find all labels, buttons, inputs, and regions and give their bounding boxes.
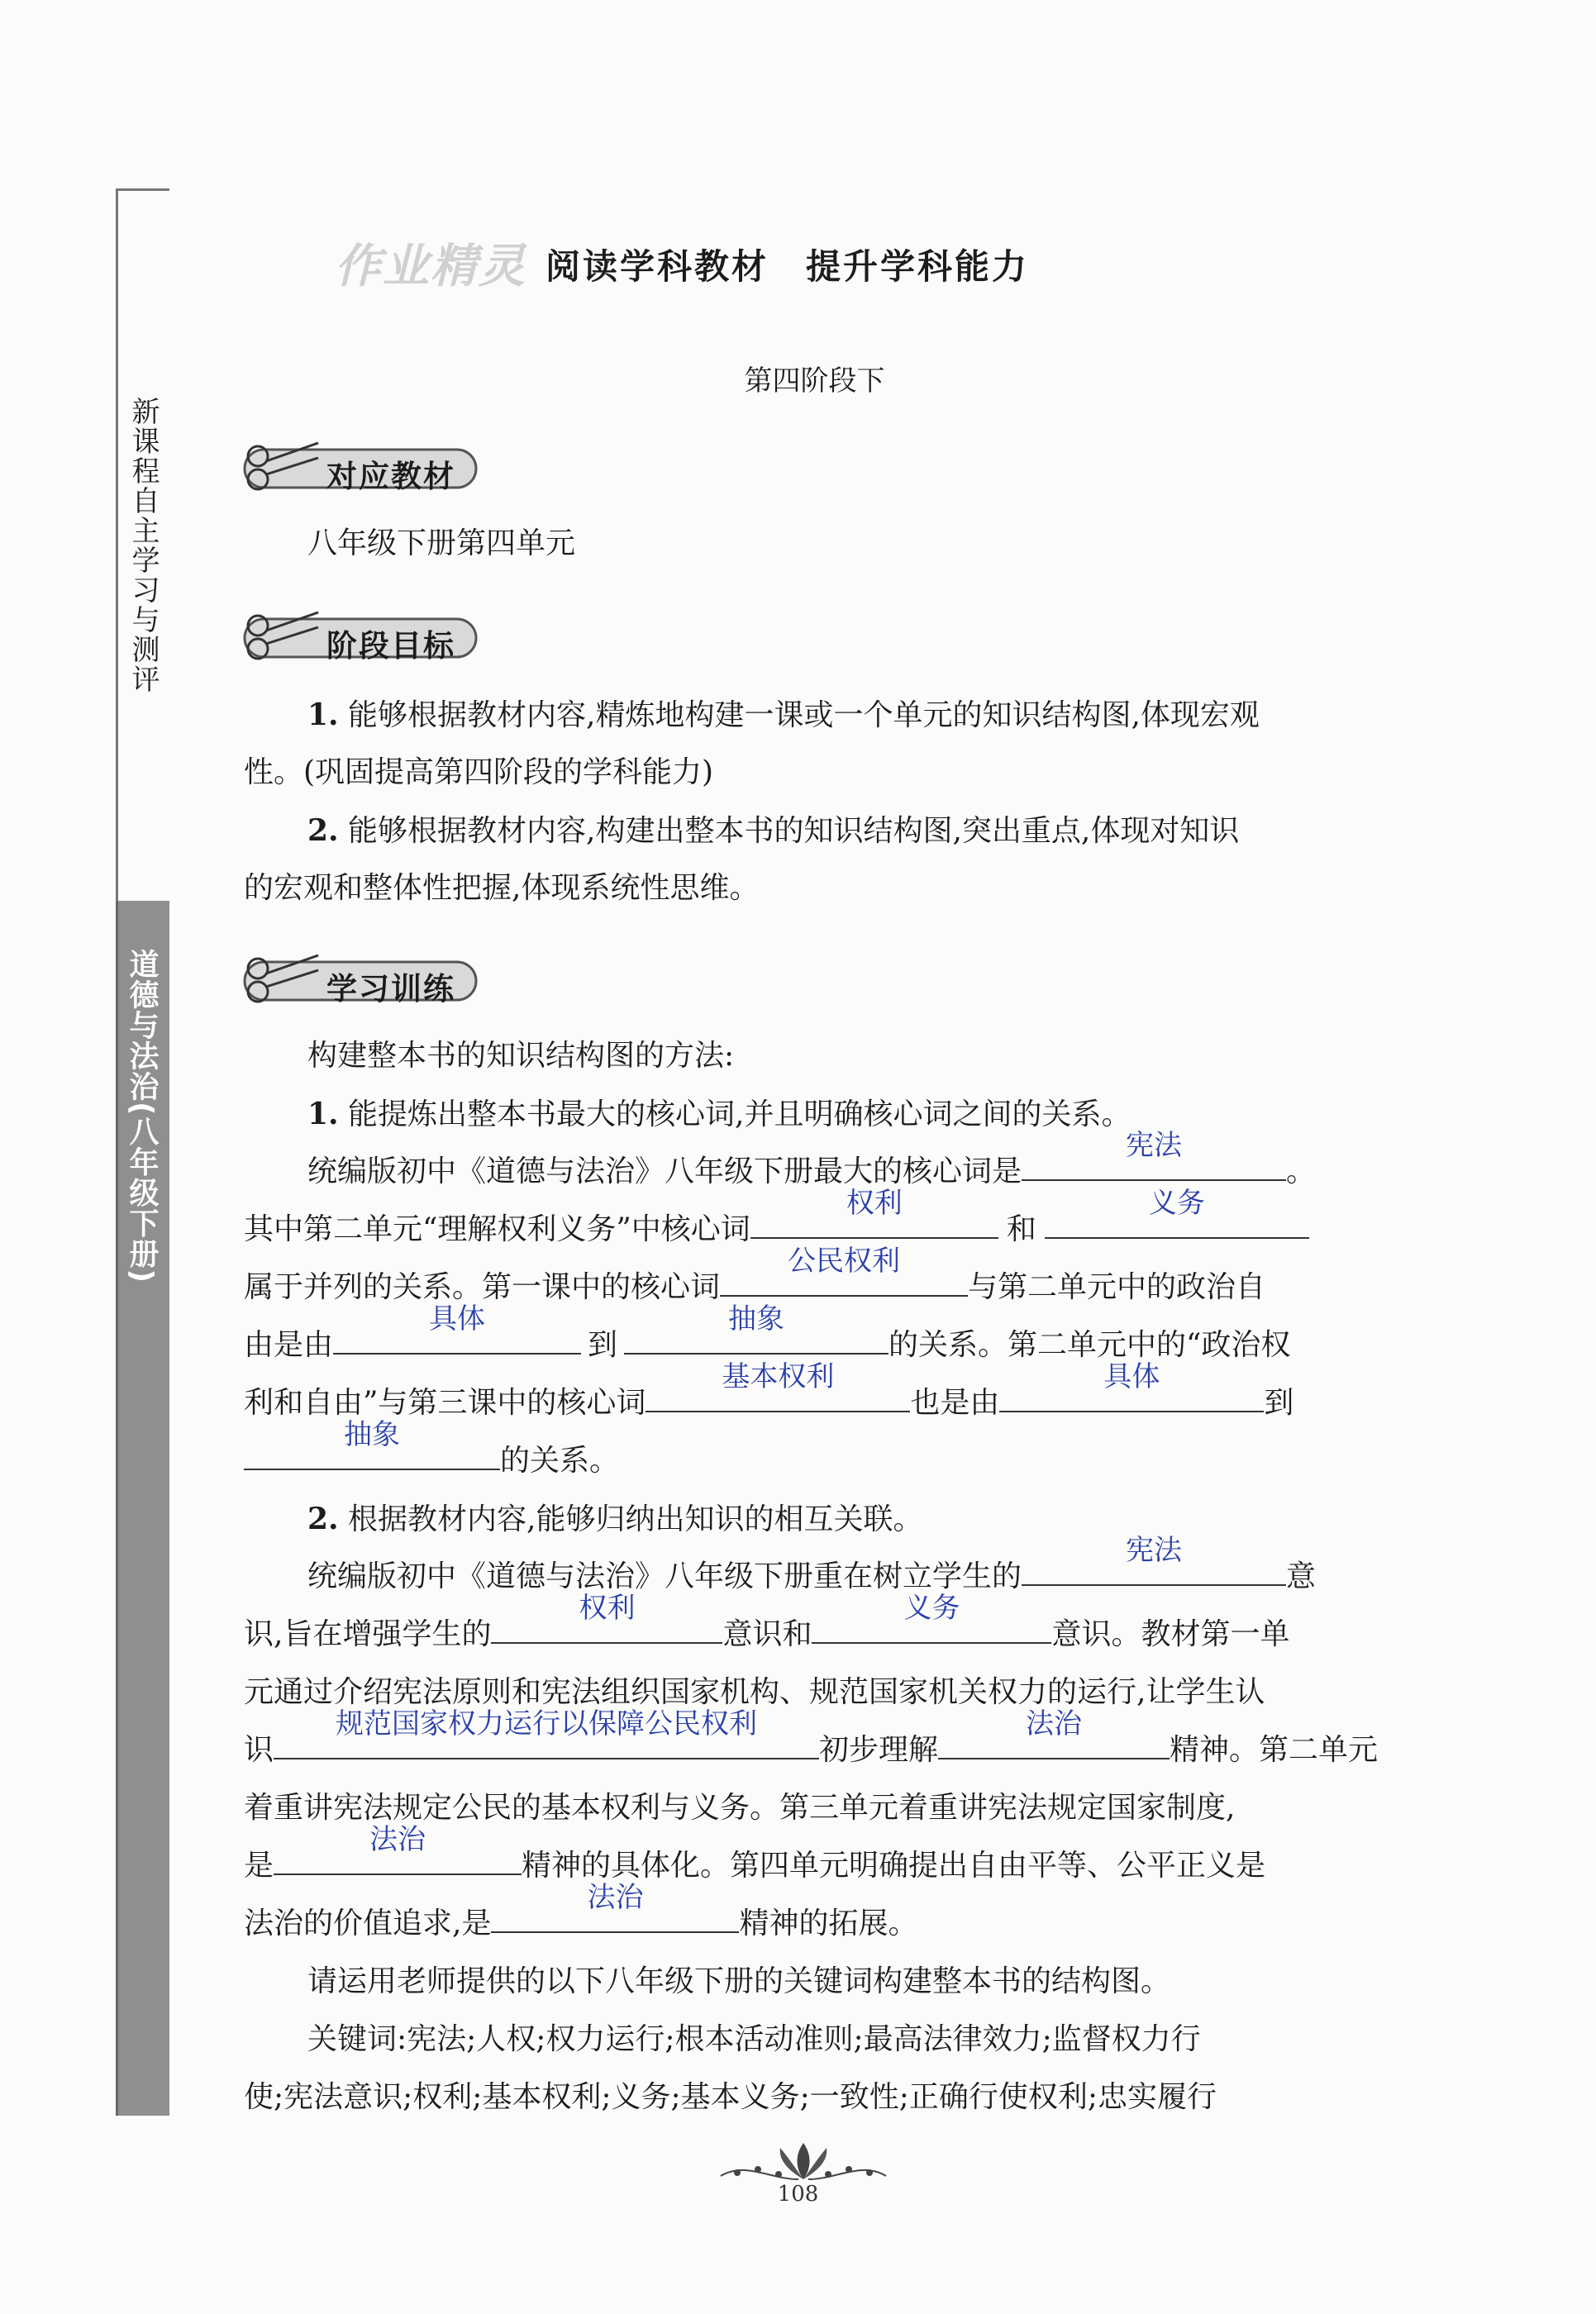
fill-line-10: 是 法治 精神的具体化。第四单元明确提出自由平等、公平正义是 xyxy=(244,1823,1266,1883)
answer-blank[interactable]: 法治 xyxy=(274,1845,522,1875)
keyword-line-1: 关键词:宪法;人权;权力运行;根本活动准则;最高法律效力;监督权力行 xyxy=(307,2022,1201,2056)
fill-line-7: 统编版初中《道德与法治》八年级下册重在树立学生的 宪法 意 xyxy=(307,1534,1317,1593)
keyword-line-2: 使;宪法意识;权利;基本权利;义务;基本义务;一致性;正确行使权利;忠实履行 xyxy=(244,2080,1217,2114)
fill-line-2: 其中第二单元“理解权利义务”中核心词 权利 和 义务 xyxy=(244,1201,1309,1259)
answer-blank[interactable]: 宪法 xyxy=(1022,1151,1286,1181)
answer-blank[interactable]: 公民权利 xyxy=(720,1267,968,1297)
answer-blank[interactable]: 基本权利 xyxy=(646,1383,910,1412)
stage-subtitle: 第四阶段下 xyxy=(744,364,885,398)
keyword-instruction: 请运用老师提供的以下八年级下册的关键词构建整本书的结构图。 xyxy=(307,1964,1171,1998)
answer-blank[interactable]: 抽象 xyxy=(624,1325,889,1355)
answer-blank[interactable]: 法治 xyxy=(491,1903,739,1933)
sidebar-book-title: 新课程自主学习与测评 xyxy=(126,397,160,694)
section-banner-goals xyxy=(240,607,488,665)
fill-line-4: 由是由 具体 到 抽象 的关系。第二单元中的“政治权 xyxy=(244,1302,1291,1362)
sidebar-subject-title: 道德与法治(八年级下册) xyxy=(125,949,159,1283)
body-line-m3: 元通过介绍宪法原则和宪法组织国家机构、规范国家机关权力的运行,让学生认 xyxy=(244,1675,1265,1709)
practice-intro: 构建整本书的知识结构图的方法: xyxy=(307,1039,735,1073)
answer-blank[interactable]: 法治 xyxy=(938,1730,1170,1759)
goal-2-line-2: 的宏观和整体性把握,体现系统性思维。 xyxy=(244,871,760,905)
goal-1-line-1: 1. 能够根据教材内容,精炼地构建一课或一个单元的知识结构图,体现宏观 xyxy=(307,698,1260,732)
answer-blank[interactable]: 义务 xyxy=(812,1614,1051,1644)
fill-line-9: 识 规范国家权力运行以保障公民权利 初步理解 法治 精神。第二单元 xyxy=(244,1707,1379,1767)
page-number: 108 xyxy=(777,2182,819,2207)
practice-point-1: 1. 能提炼出整本书最大的核心词,并且明确核心词之间的关系。 xyxy=(307,1097,1131,1131)
fill-line-6: 抽象 的关系。 xyxy=(244,1432,619,1490)
answer-blank[interactable]: 义务 xyxy=(1045,1209,1309,1239)
fill-line-3: 属于并列的关系。第一课中的核心词 公民权利 与第二单元中的政治自 xyxy=(244,1245,1266,1304)
textbook-unit: 八年级下册第四单元 xyxy=(307,526,576,560)
practice-point-2: 2. 根据教材内容,能够归纳出知识的相互关联。 xyxy=(307,1502,923,1536)
brand-watermark: 作业精灵 xyxy=(335,240,526,293)
fill-line-5: 利和自由”与第三课中的核心词 基本权利 也是由 具体 到 xyxy=(244,1360,1294,1420)
answer-blank[interactable]: 权利 xyxy=(491,1614,722,1644)
fill-line-11: 法治的价值追求,是 法治 精神的拓展。 xyxy=(244,1881,918,1940)
fill-line-1: 统编版初中《道德与法治》八年级下册最大的核心词是 宪法 。 xyxy=(307,1129,1317,1188)
section-banner-textbook xyxy=(240,438,488,496)
section-title: 对应教材 xyxy=(326,459,455,494)
answer-blank[interactable]: 抽象 xyxy=(244,1440,500,1470)
answer-blank[interactable]: 具体 xyxy=(999,1383,1264,1412)
goal-1-line-2: 性。(巩固提高第四阶段的学科能力) xyxy=(244,755,714,789)
section-banner-practice xyxy=(240,950,488,1008)
section-title: 学习训练 xyxy=(326,971,455,1007)
answer-blank[interactable]: 权利 xyxy=(750,1209,998,1239)
body-line-m5: 着重讲宪法规定公民的基本权利与义务。第三单元着重讲宪法规定国家制度, xyxy=(244,1791,1236,1825)
page-title: 阅读学科教材 提升学科能力 xyxy=(545,246,1030,287)
answer-blank[interactable]: 具体 xyxy=(333,1325,581,1355)
floral-ornament-icon xyxy=(712,2136,894,2186)
fill-line-8: 识,旨在增强学生的 权利 意识和 义务 意识。教材第一单 xyxy=(244,1592,1290,1651)
goal-2-line-1: 2. 能够根据教材内容,构建出整本书的知识结构图,突出重点,体现对知识 xyxy=(307,813,1240,848)
section-title: 阶段目标 xyxy=(326,628,455,664)
answer-blank[interactable]: 宪法 xyxy=(1022,1556,1286,1586)
answer-blank[interactable]: 规范国家权力运行以保障公民权利 xyxy=(274,1730,819,1759)
